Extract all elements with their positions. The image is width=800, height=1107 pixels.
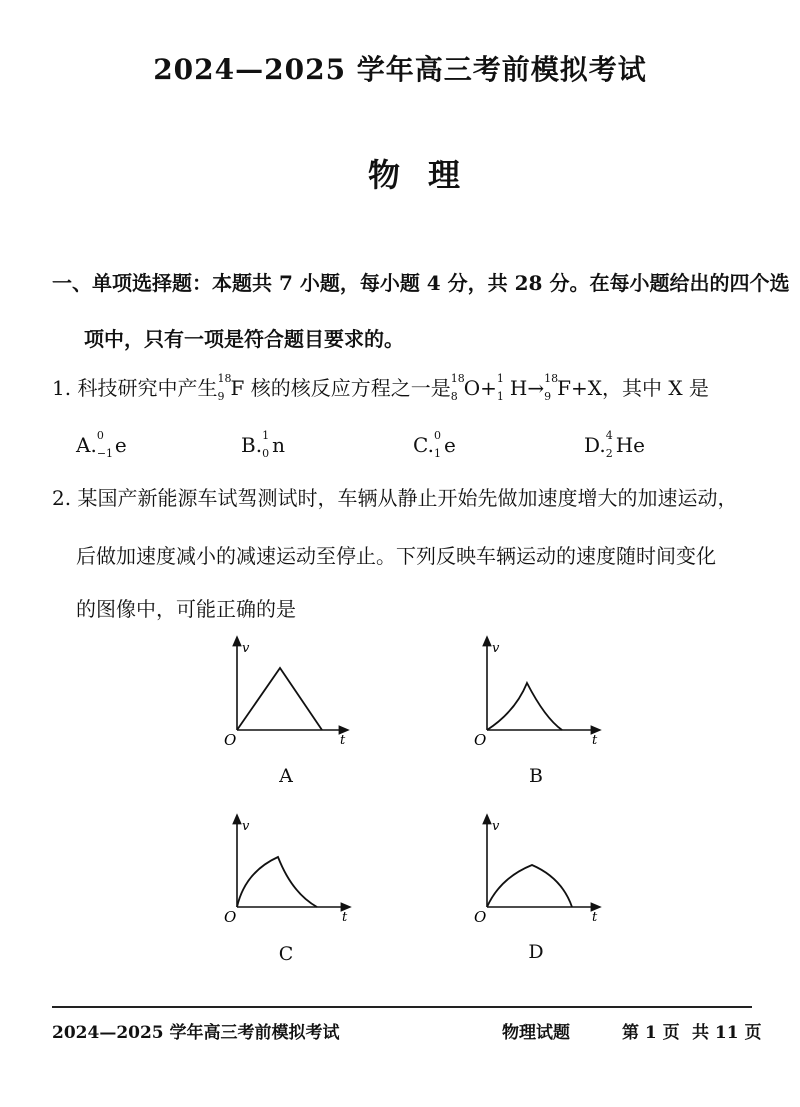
footer-page-number: 第 1 页 xyxy=(622,1023,680,1043)
section-heading-line2: 项中，只有一项是符合题目要求的。 xyxy=(84,327,404,351)
axis-label-v: v xyxy=(242,819,250,834)
axis-label-t: t xyxy=(340,733,346,748)
graph-b[interactable] xyxy=(474,640,598,749)
footer-exam-title: 2024—2025 学年高三考前模拟考试 xyxy=(52,1023,340,1043)
axis-label-v: v xyxy=(492,641,500,656)
graph-c[interactable] xyxy=(224,818,348,926)
axis-label-t: t xyxy=(592,910,598,925)
footer-divider xyxy=(52,1006,752,1008)
nuclide-f18: 18 9 F xyxy=(217,372,245,403)
q1-prefix: 1. 科技研究中产生 xyxy=(52,376,218,400)
origin-label: O xyxy=(474,731,487,749)
q1-option-a[interactable]: A. 0 −1 e xyxy=(76,429,127,460)
reaction-arrow: → xyxy=(527,376,545,400)
origin-label: O xyxy=(224,908,237,926)
q1-option-c[interactable]: C. 0 1 e xyxy=(413,429,456,460)
vt-curve-b xyxy=(487,683,562,730)
q1-option-d[interactable]: D. 4 2 He xyxy=(584,429,645,460)
vt-curve-d xyxy=(487,865,572,907)
plus-sign: + xyxy=(480,376,497,400)
axis-label-t: t xyxy=(342,910,348,925)
q1-mid: 核的核反应方程之一是 xyxy=(250,376,451,400)
question-2-line2: 后做加速度减小的减速运动至停止。下列反映车辆运动的速度随时间变化 xyxy=(76,544,716,568)
exam-title: 2024—2025 学年高三考前模拟考试 xyxy=(153,53,647,86)
footer-total-pages: 共 11 页 xyxy=(692,1023,762,1043)
axis-label-t: t xyxy=(592,733,598,748)
vt-curve-a xyxy=(237,668,322,730)
graph-label-b: B xyxy=(529,765,543,787)
axis-label-v: v xyxy=(492,819,500,834)
question-2-line1: 2. 某国产新能源车试驾测试时，车辆从静止开始先做加速度增大的加速运动， xyxy=(52,486,738,510)
graph-label-a: A xyxy=(279,765,293,787)
graph-a[interactable] xyxy=(224,640,346,749)
vt-curve-c xyxy=(237,857,317,907)
graph-d[interactable] xyxy=(474,818,598,926)
section-heading-line1: 一、单项选择题：本题共 7 小题，每小题 4 分，共 28 分。在每小题给出的四个选 xyxy=(52,271,790,295)
q1-suffix: +X，其中 X 是 xyxy=(570,376,709,400)
q1-option-b[interactable]: B. 1 0 n xyxy=(241,429,285,460)
origin-label: O xyxy=(474,908,487,926)
graph-label-d: D xyxy=(528,941,544,963)
question-2-line3: 的图像中，可能正确的是 xyxy=(76,597,296,621)
nuclide-o18: 18 8 O xyxy=(450,372,481,403)
origin-label: O xyxy=(224,731,237,749)
footer-subject: 物理试题 xyxy=(502,1023,570,1043)
axis-label-v: v xyxy=(242,641,250,656)
graph-label-c: C xyxy=(278,943,294,965)
nuclide-f18-product: 18 9 F xyxy=(544,372,571,403)
subject-title: 物理 xyxy=(367,156,488,194)
nuclide-h1: 1 1 H xyxy=(496,372,528,403)
